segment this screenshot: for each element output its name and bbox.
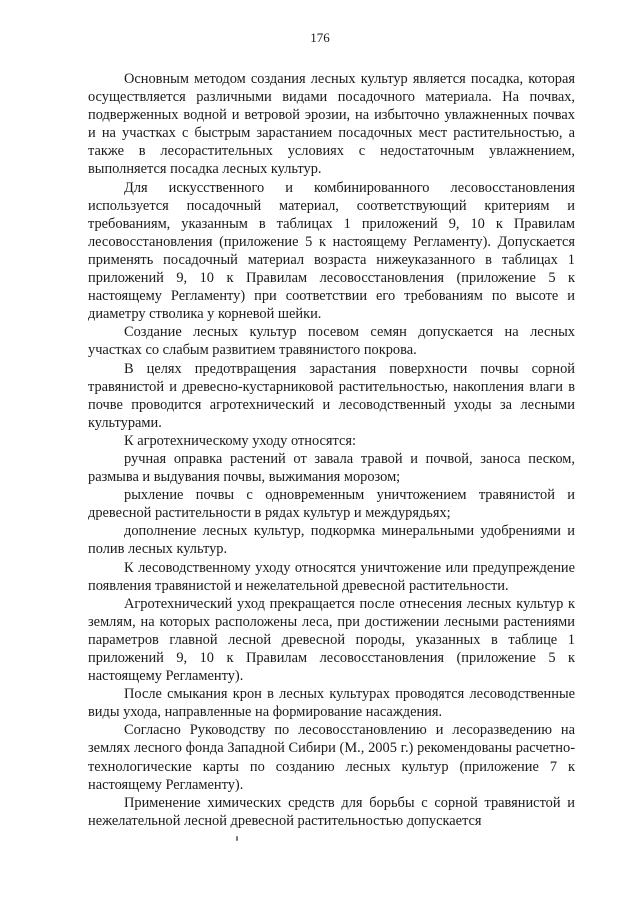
paragraph-agrotech-heading: К агротехническому уходу относятся: — [124, 432, 356, 449]
paragraph-chemicals: Применение химических средств для борьбы с сорной травянистой и нежелательной лесной древесной растительностью допускается — [88, 794, 575, 829]
paragraph-agrotech-item-3: дополнение лесных культур, подкормка минеральными удобрениями и полив лесных культур. — [88, 523, 575, 558]
paragraph-seeding: Создание лесных культур посевом семян допускается на лесных участках со слабым развитием травянистого покрова. — [88, 324, 575, 359]
paragraph-agrotech-item-2: рыхление почвы с одновременным уничтожением травянистой и древесной растительности в рядах культур и междурядьях; — [88, 487, 575, 522]
page-number: 176 — [310, 30, 330, 45]
paragraph-silvicultural-care: К лесоводственному уходу относятся уничтожение или предупреждение появления травянистой и нежелательной древесной растительности. — [88, 559, 575, 594]
paragraph-canopy-closure: После смыкания крон в лесных культурах проводятся лесоводственные виды ухода, направленные на формирование насаждения. — [88, 686, 575, 721]
paragraph-care-purpose: В целях предотвращения зарастания поверхности почвы сорной травянистой и древесно-кустарниковой растительностью, накопления влаги в почве проводится агротехнический и лесоводственный уходы за лесными культурами. — [88, 360, 575, 431]
paragraph-agrotech-item-1: ручная оправка растений от завала травой и почвой, заноса песком, размыва и выдувания почвы, выжимания морозом; — [88, 450, 575, 486]
paragraph-agrotech-termination: Агротехнический уход прекращается после отнесения лесных культур к землям, на которых расположены леса, при достижении лесными растениями параметров главной лесной древесной породы, указанных в таблице 1 приложений 9, 10 к Правилам лесовосстановления (приложение 5 к настоящему Регламенту). — [88, 595, 575, 685]
scan-speck — [236, 836, 238, 841]
paragraph-planting-method: Основным методом создания лесных культур является посадка, которая осуществляется различными видами посадочного материала. На почвах, подверженных водной и ветровой эрозии, на избыточно увлажненных почвах и на участках с быстрым зарастанием посадочных мест растительностью, а также в лесорастительных условиях с недостаточным увлажнением, выполняется посадка лесных культур. — [88, 71, 575, 178]
paragraph-guidelines: Согласно Руководству по лесовосстановлению и лесоразведению на землях лесного фонда Западной Сибири (М., 2005 г.) рекомендованы расчетно-технологические карты по созданию лесных культур (приложение 7 к настоящему Регламенту). — [88, 722, 575, 793]
paragraph-planting-material: Для искусственного и комбинированного лесовосстановления используется посадочный материал, соответствующий критериям и требованиям, указанным в таблицах 1 приложений 9, 10 к Правилам лесовосстановления (приложение 5 к настоящему Регламенту). Допускается применять посадочный материал возраста нижеуказанного в таблицах 1 приложений 9, 10 к Правилам лесовосстановления (приложение 5 к настоящему Регламенту) при соответствии его требованиям по высоте и диаметру стволика у корневой шейки. — [88, 179, 575, 323]
document-body — [88, 70, 575, 830]
